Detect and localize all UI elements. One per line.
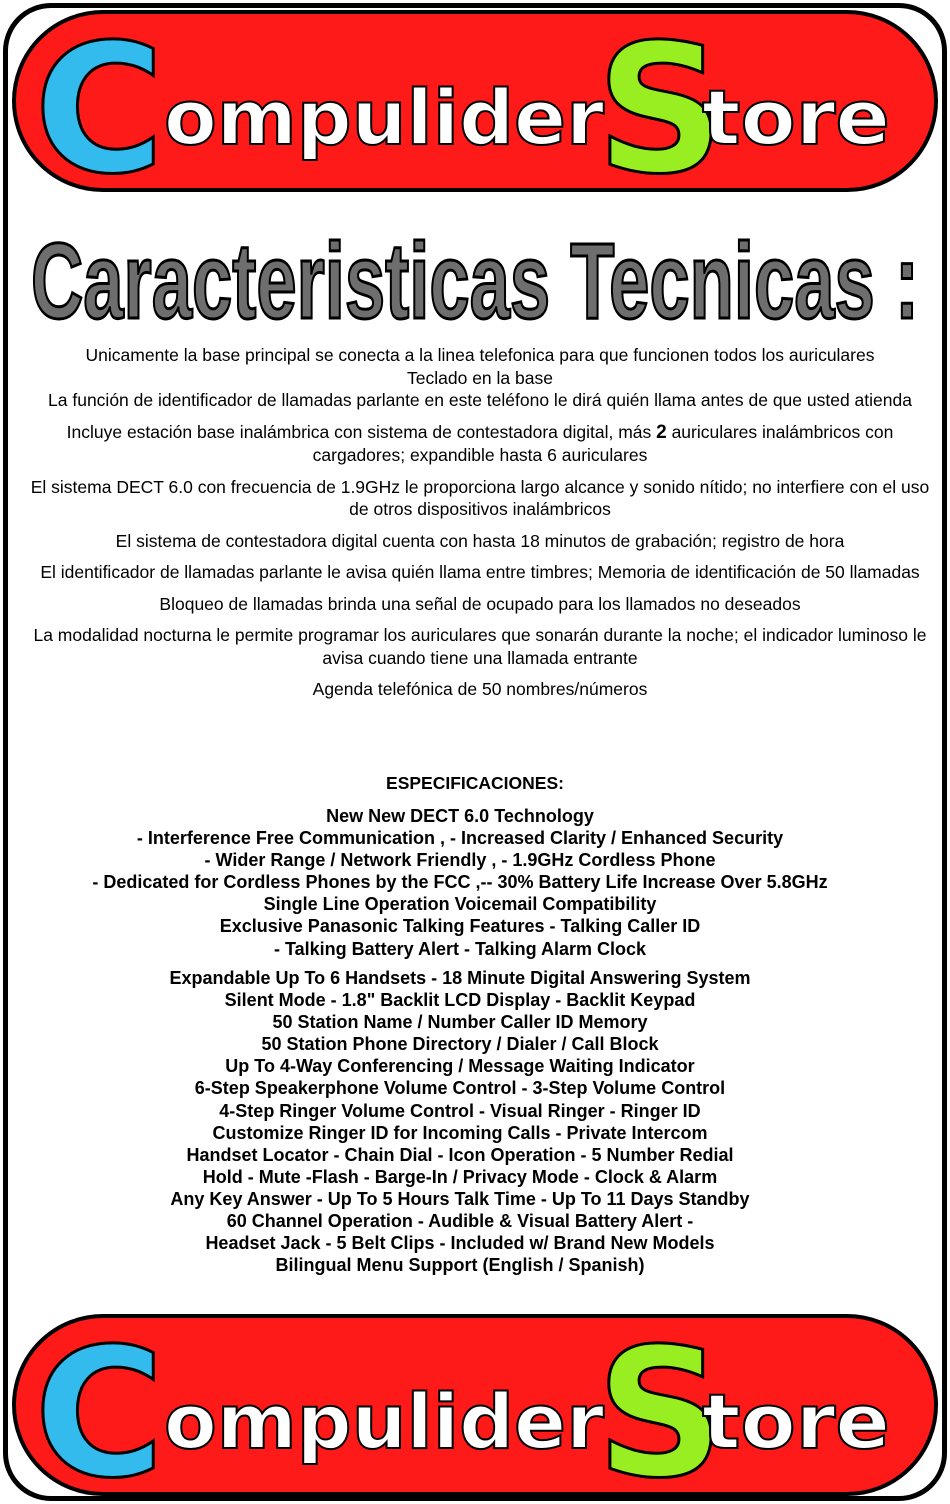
logo-letter-s: S (596, 1318, 725, 1492)
brand-logo (16, 1318, 934, 1492)
spec-line: 6-Step Speakerphone Volume Control - 3-Step Volume Control (194, 1078, 726, 1099)
logo-text-tore: tore (702, 73, 890, 162)
features-list (22, 344, 938, 710)
logo-letter-c: C (34, 1318, 165, 1492)
spec-line: Single Line Operation Voicemail Compatibility (263, 894, 657, 915)
specs-title: ESPECIFICACIONES: (386, 773, 564, 793)
spec-line: Headset Jack - 5 Belt Clips - Included w/ Brand New Models (205, 1233, 715, 1254)
spec-line: Bilingual Menu Support (English / Spanish) (275, 1255, 645, 1276)
logo-letter-s: S (596, 14, 725, 188)
spec-line: Any Key Answer - Up To 5 Hours Talk Time - Up To 11 Days Standby (170, 1188, 750, 1209)
spec-line: Customize Ringer ID for Incoming Calls - Private Intercom (212, 1122, 708, 1143)
spec-line: Exclusive Panasonic Talking Features - Talking Caller ID (219, 916, 701, 937)
spec-line: Silent Mode - 1.8" Backlit LCD Display - Backlit Keypad (224, 990, 696, 1011)
logo-text-ompulider: ompulider (164, 1377, 605, 1466)
page-title-text: Caracteristicas Tecnicas : (31, 220, 919, 330)
handset-count: 2 (656, 421, 667, 443)
feature-item: El sistema de contestadora digital cuenta con hasta 18 minutos de grabación; registro de hora (115, 530, 845, 551)
spec-line: - Wider Range / Network Friendly , - 1.9GHz Cordless Phone (204, 850, 716, 871)
feature-item: El sistema DECT 6.0 con frecuencia de 1.9GHz le proporciona largo alcance y sonido nítido; no interfiere con el uso de otros dispositivos inalámbricos (30, 476, 930, 519)
feature-item: Agenda telefónica de 50 nombres/números (312, 679, 648, 699)
spec-line: New New DECT 6.0 Technology (326, 806, 594, 826)
spec-line: - Dedicated for Cordless Phones by the FCC ,-- 30% Battery Life Increase Over 5.8GHz (92, 872, 828, 893)
brand-banner-bottom (12, 1314, 938, 1496)
page-title (20, 208, 930, 330)
spec-line: - Interference Free Communication , - Increased Clarity / Enhanced Security (136, 828, 784, 849)
feature-item: Bloqueo de llamadas brinda una señal de ocupado para los llamados no deseados (159, 593, 801, 614)
feature-item: El identificador de llamadas parlante le avisa quién llama entre timbres; Memoria de identificación de 50 llamadas (40, 562, 920, 582)
spec-line: Expandable Up To 6 Handsets - 18 Minute Digital Answering System (169, 968, 751, 988)
brand-logo (16, 14, 934, 188)
specs-group-2 (0, 967, 920, 1276)
feature-item: Incluye estación base inalámbrica con sistema de contestadora digital, más 2 auriculares inalámbricos con cargadores; expandible hasta 6 auriculares (66, 421, 894, 465)
feature-item: Unicamente la base principal se conecta a la linea telefonica para que funcionen todos los auriculares Teclado en la base La función de identificador de llamadas parlante en este teléfono le dirá quién llama antes de que usted atienda (48, 345, 912, 410)
spec-line: 50 Station Name / Number Caller ID Memory (272, 1012, 648, 1033)
logo-text-tore: tore (702, 1377, 890, 1466)
spec-line: Handset Locator - Chain Dial - Icon Operation - 5 Number Redial (186, 1144, 734, 1165)
logo-text-ompulider: ompulider (164, 73, 605, 162)
spec-line: 50 Station Phone Directory / Dialer / Call Block (261, 1034, 659, 1055)
spec-line: Up To 4-Way Conferencing / Message Waiting Indicator (225, 1056, 695, 1077)
spec-line: - Talking Battery Alert - Talking Alarm Clock (273, 938, 647, 959)
specs-group-1 (0, 805, 920, 960)
logo-letter-c: C (34, 14, 165, 188)
spec-line: 4-Step Ringer Volume Control - Visual Ringer - Ringer ID (219, 1100, 701, 1121)
spec-line: 60 Channel Operation - Audible & Visual Battery Alert - (226, 1211, 694, 1232)
brand-banner-top (12, 10, 938, 192)
spec-line: Hold - Mute -Flash - Barge-In / Privacy Mode - Clock & Alarm (202, 1166, 718, 1187)
feature-item: La modalidad nocturna le permite programar los auriculares que sonarán durante la noche; el indicador luminoso le avisa cuando tiene una llamada entrante (33, 625, 927, 668)
